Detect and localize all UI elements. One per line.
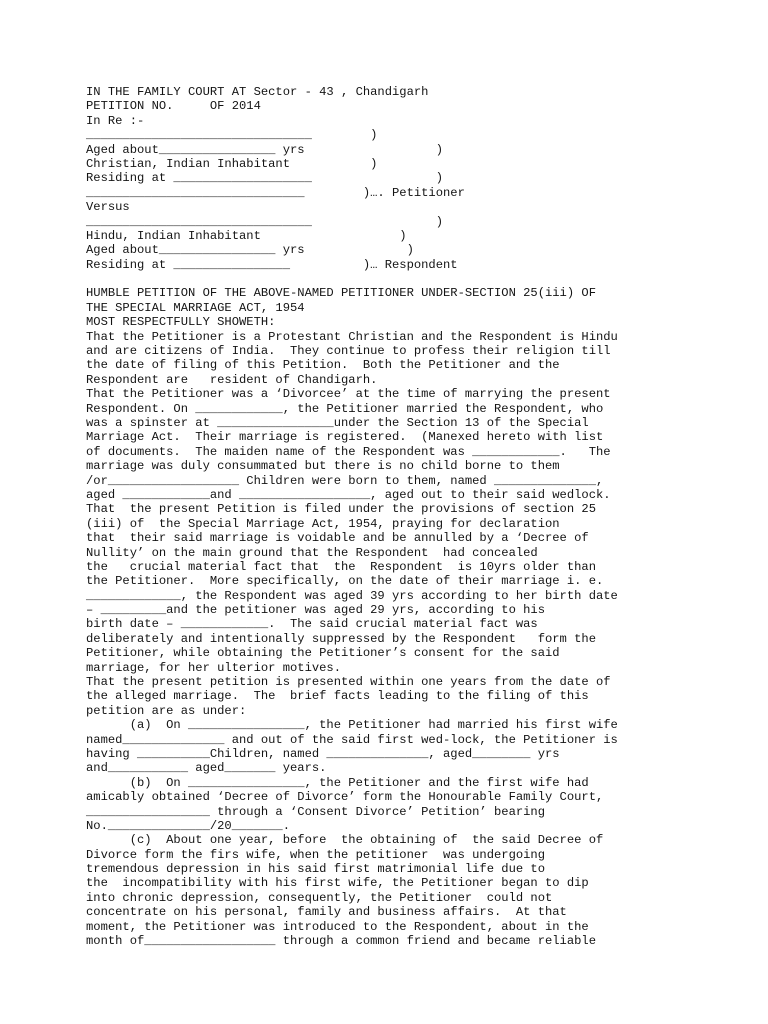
body-text-line: amicably obtained ‘Decree of Divorce’ form the Honourable Family Court, [86, 790, 604, 805]
body-text-line: that their said marriage is voidable and be annulled by a ‘Decree of [86, 531, 589, 546]
body-text-line: /or__________________ Children were born to them, named ______________, [86, 473, 604, 488]
showeth-heading: MOST RESPECTFULLY SHOWETH: [86, 315, 276, 330]
body-text-line: the incompatibility with his first wife, the Petitioner began to dip [86, 876, 589, 891]
body-text-line: (c) About one year, before the obtaining of the said Decree of [86, 833, 604, 848]
body-text-line: having __________Children, named ______________, aged________ yrs [86, 746, 560, 761]
body-text-line: marriage, for her ulterior motives. [86, 660, 341, 675]
court-heading: IN THE FAMILY COURT AT Sector - 43 , Chandigarh [86, 85, 429, 99]
respondent-religion-line: Hindu, Indian Inhabitant ) [86, 228, 407, 243]
body-text-line: (b) On ________________, the Petitioner and the first wife had [86, 775, 589, 790]
body-text-line: marriage was duly consummated but there is no child borne to them [86, 459, 560, 474]
body-text-line: That the Petitioner was a ‘Divorcee’ at the time of marrying the present [86, 387, 611, 402]
petition-number: PETITION NO. OF 2014 [86, 99, 261, 114]
body-text-line: (iii) of the Special Marriage Act, 1954, praying for declaration [86, 516, 560, 531]
section-spacer [86, 272, 746, 286]
body-text-line: and___________ aged_______ years. [86, 761, 327, 776]
body-text-line: aged ____________and __________________, aged out to their said wedlock. [86, 487, 611, 502]
versus-line: Versus [86, 200, 130, 215]
body-text-line: Petitioner, while obtaining the Petitioner’s consent for the said [86, 646, 560, 661]
petitioner-age-line: Aged about________________ yrs ) [86, 142, 443, 157]
body-text-line: – _________and the petitioner was aged 29 yrs, according to his [86, 603, 545, 618]
body-text-line: birth date – ____________. The said crucial material fact was [86, 617, 538, 632]
body-text-line: tremendous depression in his said first matrimonial life due to [86, 862, 545, 877]
petitioner-label-line: ______________________________ )…. Petitioner [86, 185, 465, 200]
body-text-line: month of__________________ through a common friend and became reliable [86, 934, 596, 949]
body-text-line: the date of filing of this Petition. Both the Petitioner and the [86, 358, 560, 373]
body-text-line: concentrate on his personal, family and business affairs. At that [86, 905, 567, 920]
body-text-line: Respondent are resident of Chandigarh. [86, 372, 378, 387]
body-text-line: That the present petition is presented within one years from the date of [86, 675, 611, 690]
body-text-line: of documents. The maiden name of the Respondent was ____________. The [86, 444, 611, 459]
body-text-line: No.______________/20_______. [86, 818, 290, 833]
body-text-line: petition are as under: [86, 703, 247, 718]
case-caption [86, 85, 746, 272]
body-text-line: Marriage Act. Their marriage is registered. (Manexed hereto with list [86, 430, 604, 445]
respondent-residence-line: Residing at ________________ )… Respondent [86, 257, 458, 272]
body-text-line: named______________ and out of the said first wed-lock, the Petitioner is [86, 732, 618, 747]
body-text-line: That the Petitioner is a Protestant Christian and the Respondent is Hindu [86, 329, 618, 344]
petition-title-line: HUMBLE PETITION OF THE ABOVE-NAMED PETITIONER UNDER-SECTION 25(iii) OF [86, 286, 596, 301]
petition-title-line: THE SPECIAL MARRIAGE ACT, 1954 [86, 300, 305, 315]
body-text-line: the Petitioner. More specifically, on the date of their marriage i. e. [86, 574, 604, 589]
body-text-line: Respondent. On ____________, the Petitioner married the Respondent, who [86, 401, 604, 416]
body-text-line: Nullity’ on the main ground that the Respondent had concealed [86, 545, 538, 560]
body-text-line: moment, the Petitioner was introduced to the Respondent, about in the [86, 919, 589, 934]
body-text-line: was a spinster at ________________under the Section 13 of the Special [86, 415, 589, 430]
petition-body [86, 286, 746, 948]
body-text-line: (a) On ________________, the Petitioner had married his first wife [86, 718, 618, 733]
body-text-line: _____________, the Respondent was aged 39 yrs according to her birth date [86, 588, 618, 603]
body-text-line: Divorce form the firs wife, when the petitioner was undergoing [86, 847, 545, 862]
body-text-line: the alleged marriage. The brief facts leading to the filing of this [86, 689, 589, 704]
respondent-name-blank: _______________________________ ) [86, 214, 443, 229]
body-text-line: and are citizens of India. They continue to profess their religion till [86, 344, 611, 359]
respondent-age-line: Aged about________________ yrs ) [86, 243, 414, 258]
in-re-line: In Re :- [86, 113, 145, 128]
petitioner-name-blank: _______________________________ ) [86, 128, 378, 143]
petitioner-residence-line: Residing at ___________________ ) [86, 171, 443, 186]
body-text-line: into chronic depression, consequently, the Petitioner could not [86, 890, 553, 905]
body-text-line: the crucial material fact that the Respondent is 10yrs older than [86, 559, 596, 574]
body-text-line: _________________ through a ‘Consent Divorce’ Petition’ bearing [86, 804, 545, 819]
body-text-line: deliberately and intentionally suppressed by the Respondent form the [86, 631, 596, 646]
body-text-line: That the present Petition is filed under the provisions of section 25 [86, 502, 596, 517]
petitioner-religion-line: Christian, Indian Inhabitant ) [86, 156, 378, 171]
petition-document [86, 85, 746, 948]
